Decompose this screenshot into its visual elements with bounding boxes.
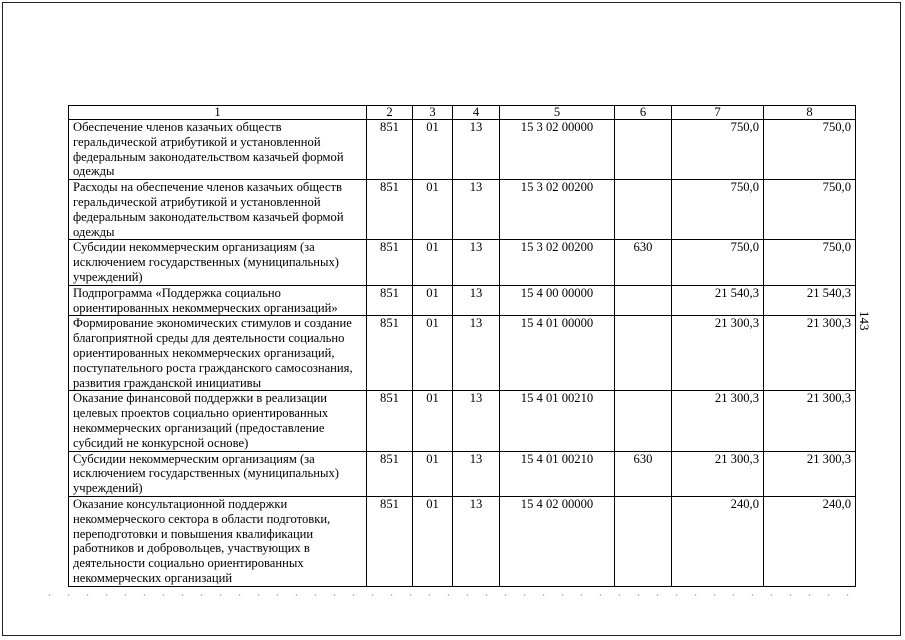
row-col-7: 240,0: [672, 496, 764, 586]
row-col-7: 750,0: [672, 240, 764, 285]
header-cell-7: 7: [672, 106, 764, 120]
row-name: Субсидии некоммерческим организациям (за исключением государственных (муниципальных) учреждений): [69, 240, 367, 285]
row-name: Обеспечение членов казачьих обществ геральдической атрибутикой и установленной федеральным законодательством казачьей формой одежды: [69, 120, 367, 180]
row-col-7: 21 300,3: [672, 451, 764, 496]
table-row: [69, 451, 856, 496]
row-name: Формирование экономических стимулов и создание благоприятной среды для деятельности социально ориентированных некоммерческих организаций, поступательного роста гражданского самосознания, развития гражданской инициативы: [69, 316, 367, 391]
row-col-6: 630: [615, 240, 672, 285]
row-col-6: [615, 316, 672, 391]
row-col-2: 851: [367, 180, 413, 240]
row-col-2: 851: [367, 240, 413, 285]
row-col-3: 01: [413, 496, 453, 586]
row-col-4: 13: [453, 240, 500, 285]
row-col-2: 851: [367, 316, 413, 391]
table-row: [69, 120, 856, 180]
row-col-8: 21 300,3: [764, 316, 856, 391]
row-col-2: 851: [367, 285, 413, 316]
row-col-6: [615, 391, 672, 451]
page-number: 143: [857, 311, 872, 331]
row-col-3: 01: [413, 316, 453, 391]
row-col-2: 851: [367, 496, 413, 586]
row-col-6: [615, 496, 672, 586]
table-row: [69, 316, 856, 391]
row-col-3: 01: [413, 285, 453, 316]
row-col-7: 21 300,3: [672, 316, 764, 391]
row-name: Подпрограмма «Поддержка социально ориентированных некоммерческих организаций»: [69, 285, 367, 316]
row-col-7: 21 540,3: [672, 285, 764, 316]
row-col-8: 240,0: [764, 496, 856, 586]
row-col-4: 13: [453, 451, 500, 496]
header-cell-3: 3: [413, 106, 453, 120]
budget-table: [68, 105, 856, 587]
row-col-8: 750,0: [764, 180, 856, 240]
row-col-6: 630: [615, 451, 672, 496]
row-col-8: 21 300,3: [764, 391, 856, 451]
row-col-6: [615, 120, 672, 180]
row-col-8: 750,0: [764, 240, 856, 285]
row-name: Субсидии некоммерческим организациям (за исключением государственных (муниципальных) учреждений): [69, 451, 367, 496]
row-col-5: 15 3 02 00200: [500, 240, 615, 285]
row-col-8: 21 540,3: [764, 285, 856, 316]
row-col-3: 01: [413, 391, 453, 451]
row-col-4: 13: [453, 496, 500, 586]
table-row: [69, 391, 856, 451]
row-col-3: 01: [413, 120, 453, 180]
row-col-8: 21 300,3: [764, 451, 856, 496]
table-row: [69, 496, 856, 586]
row-col-2: 851: [367, 391, 413, 451]
header-row: [69, 106, 856, 120]
table-row: [69, 240, 856, 285]
row-col-3: 01: [413, 180, 453, 240]
row-col-4: 13: [453, 180, 500, 240]
row-col-6: [615, 285, 672, 316]
header-cell-2: 2: [367, 106, 413, 120]
row-col-5: 15 4 01 00000: [500, 316, 615, 391]
row-col-5: 15 3 02 00000: [500, 120, 615, 180]
row-name: Оказание финансовой поддержки в реализации целевых проектов социально ориентированных некоммерческих организаций (предоставление субсидий не конкурсной основе): [69, 391, 367, 451]
header-cell-4: 4: [453, 106, 500, 120]
row-col-4: 13: [453, 391, 500, 451]
header-cell-5: 5: [500, 106, 615, 120]
row-col-7: 21 300,3: [672, 391, 764, 451]
row-col-4: 13: [453, 316, 500, 391]
row-col-4: 13: [453, 120, 500, 180]
row-col-4: 13: [453, 285, 500, 316]
header-cell-8: 8: [764, 106, 856, 120]
row-col-5: 15 3 02 00200: [500, 180, 615, 240]
row-col-2: 851: [367, 451, 413, 496]
row-name: Расходы на обеспечение членов казачьих обществ геральдической атрибутикой и установленной федеральным законодательством казачьей формой одежды: [69, 180, 367, 240]
row-col-3: 01: [413, 240, 453, 285]
row-col-7: 750,0: [672, 120, 764, 180]
row-col-5: 15 4 02 00000: [500, 496, 615, 586]
header-cell-6: 6: [615, 106, 672, 120]
row-col-3: 01: [413, 451, 453, 496]
row-col-8: 750,0: [764, 120, 856, 180]
row-name: Оказание консультационной поддержки некоммерческого сектора в области подготовки, переподготовки и повышения квалификации работников и добровольцев, участвующих в деятельности социально ориентированных некоммерческих организаций: [69, 496, 367, 586]
row-col-6: [615, 180, 672, 240]
table-row: [69, 285, 856, 316]
table-row: [69, 180, 856, 240]
row-col-5: 15 4 00 00000: [500, 285, 615, 316]
scan-artifact-dots: [40, 593, 860, 597]
row-col-2: 851: [367, 120, 413, 180]
header-cell-1: 1: [69, 106, 367, 120]
row-col-5: 15 4 01 00210: [500, 451, 615, 496]
row-col-7: 750,0: [672, 180, 764, 240]
row-col-5: 15 4 01 00210: [500, 391, 615, 451]
